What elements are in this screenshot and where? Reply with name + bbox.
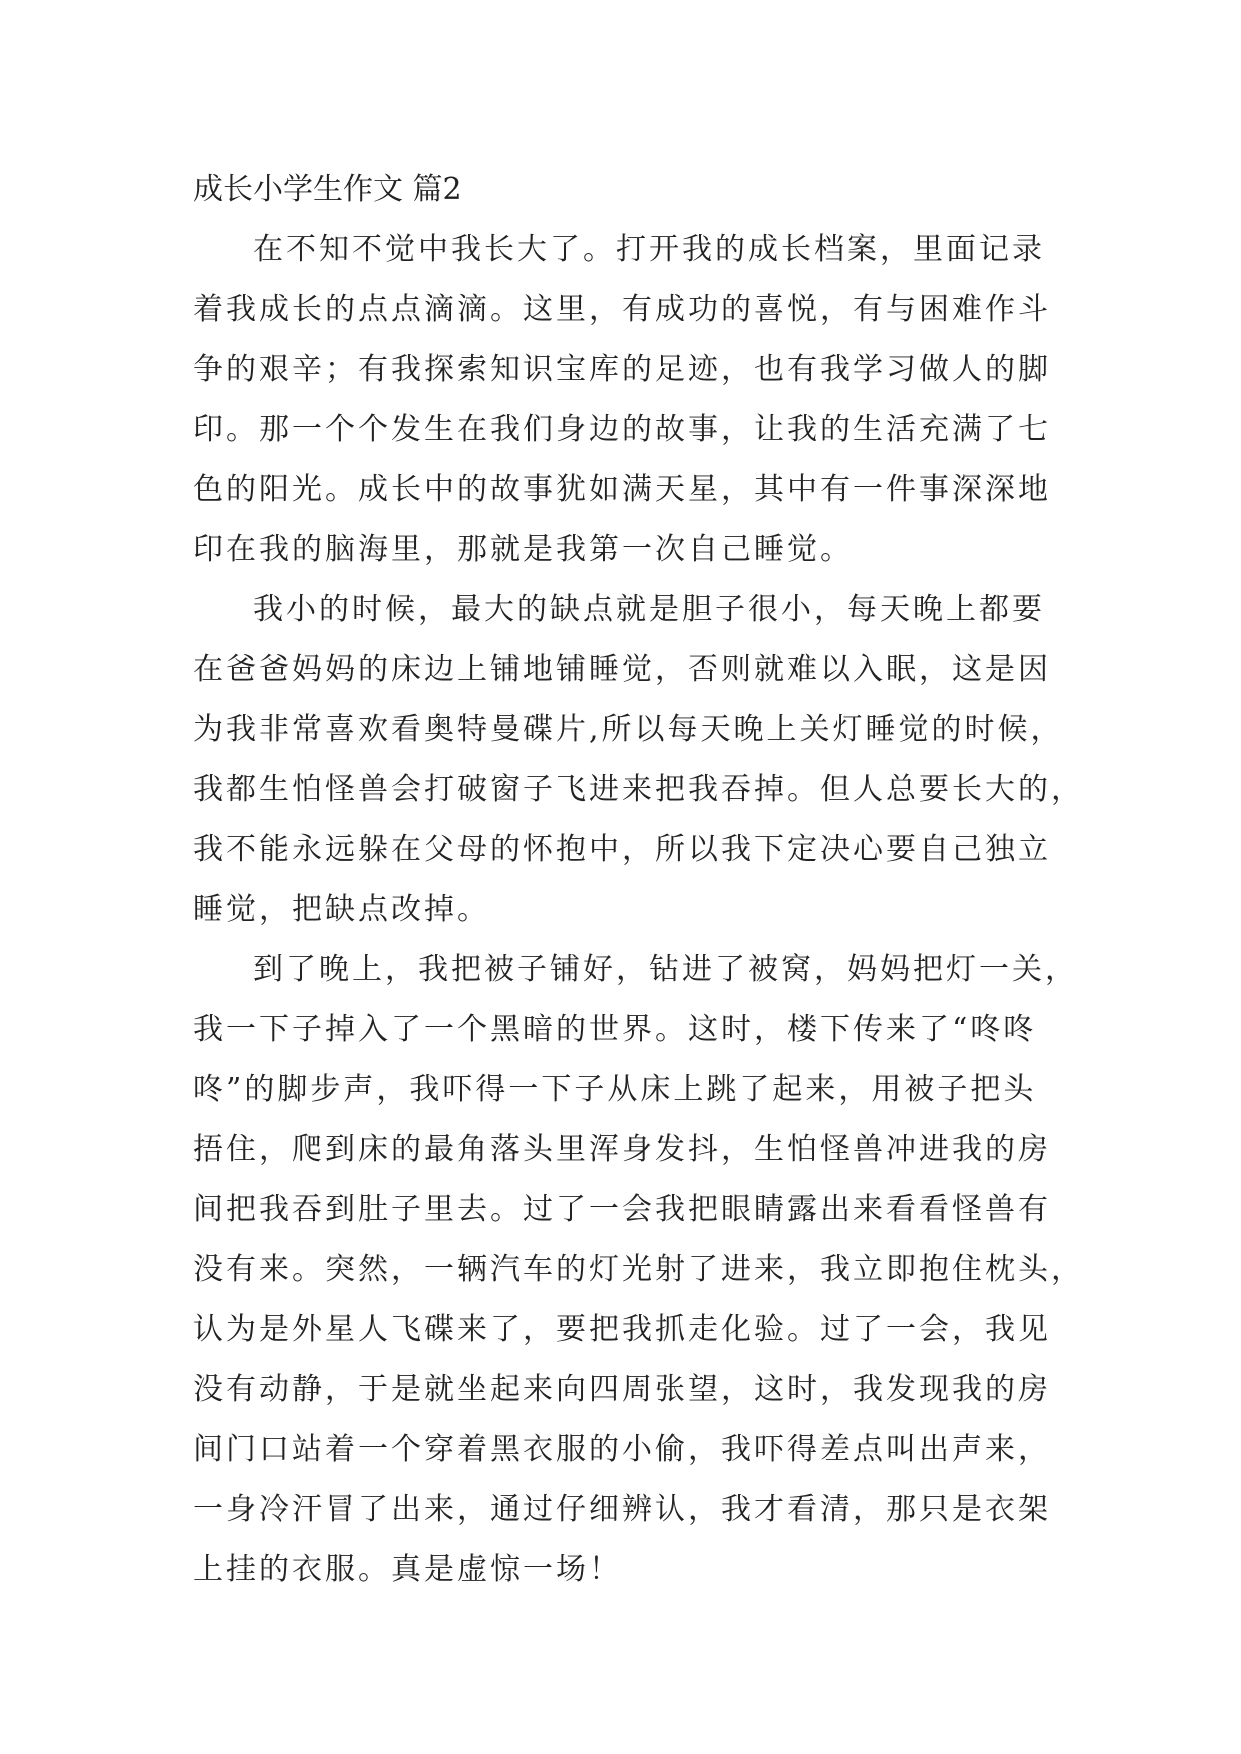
paragraph-line: 为我非常喜欢看奥特曼碟片,所以每天晚上关灯睡觉的时候， bbox=[193, 712, 1064, 747]
paragraph-line: 印在我的脑海里，那就是我第一次自己睡觉。 bbox=[193, 532, 853, 567]
paragraph-line: 一身冷汗冒了出来，通过仔细辨认，我才看清，那只是衣架 bbox=[193, 1492, 1051, 1527]
document-title: 成长小学生作文 篇2 bbox=[193, 172, 462, 207]
paragraph-line: 着我成长的点点滴滴。这里，有成功的喜悦，有与困难作斗 bbox=[193, 292, 1051, 327]
paragraph-3 bbox=[193, 940, 1084, 1600]
paragraph-line: 咚”的脚步声，我吓得一下子从床上跳了起来，用被子把头 bbox=[193, 1072, 1037, 1107]
paragraph-line: 到了晚上，我把被子铺好，钻进了被窝，妈妈把灯一关， bbox=[253, 952, 1078, 987]
paragraph-line: 在不知不觉中我长大了。打开我的成长档案，里面记录 bbox=[253, 232, 1045, 267]
paragraph-line: 间门口站着一个穿着黑衣服的小偷，我吓得差点叫出声来， bbox=[193, 1432, 1051, 1467]
paragraph-line: 上挂的衣服。真是虚惊一场！ bbox=[193, 1552, 622, 1587]
paragraph-line: 争的艰辛；有我探索知识宝库的足迹，也有我学习做人的脚 bbox=[193, 352, 1051, 387]
paragraph-line: 我都生怕怪兽会打破窗子飞进来把我吞掉。但人总要长大的， bbox=[193, 772, 1084, 807]
paragraph-line: 印。那一个个发生在我们身边的故事，让我的生活充满了七 bbox=[193, 412, 1051, 447]
paragraph-line: 我不能永远躲在父母的怀抱中，所以我下定决心要自己独立 bbox=[193, 832, 1051, 867]
paragraph-line: 捂住，爬到床的最角落头里浑身发抖，生怕怪兽冲进我的房 bbox=[193, 1132, 1051, 1167]
paragraph-1 bbox=[193, 220, 1053, 580]
paragraph-line: 我小的时候，最大的缺点就是胆子很小，每天晚上都要 bbox=[253, 592, 1045, 627]
paragraph-line: 在爸爸妈妈的床边上铺地铺睡觉，否则就难以入眠，这是因 bbox=[193, 652, 1051, 687]
paragraph-2 bbox=[193, 580, 1084, 940]
paragraph-line: 认为是外星人飞碟来了，要把我抓走化验。过了一会，我见 bbox=[193, 1312, 1051, 1347]
paragraph-line: 间把我吞到肚子里去。过了一会我把眼睛露出来看看怪兽有 bbox=[193, 1192, 1051, 1227]
paragraph-line: 睡觉，把缺点改掉。 bbox=[193, 892, 490, 927]
document-content bbox=[193, 160, 1084, 1600]
paragraph-line: 我一下子掉入了一个黑暗的世界。这时，楼下传来了“咚咚 bbox=[193, 1012, 1037, 1047]
paragraph-line: 色的阳光。成长中的故事犹如满天星，其中有一件事深深地 bbox=[193, 472, 1051, 507]
paragraph-line: 没有来。突然，一辆汽车的灯光射了进来，我立即抱住枕头， bbox=[193, 1252, 1084, 1287]
paragraph-line: 没有动静，于是就坐起来向四周张望，这时，我发现我的房 bbox=[193, 1372, 1051, 1407]
